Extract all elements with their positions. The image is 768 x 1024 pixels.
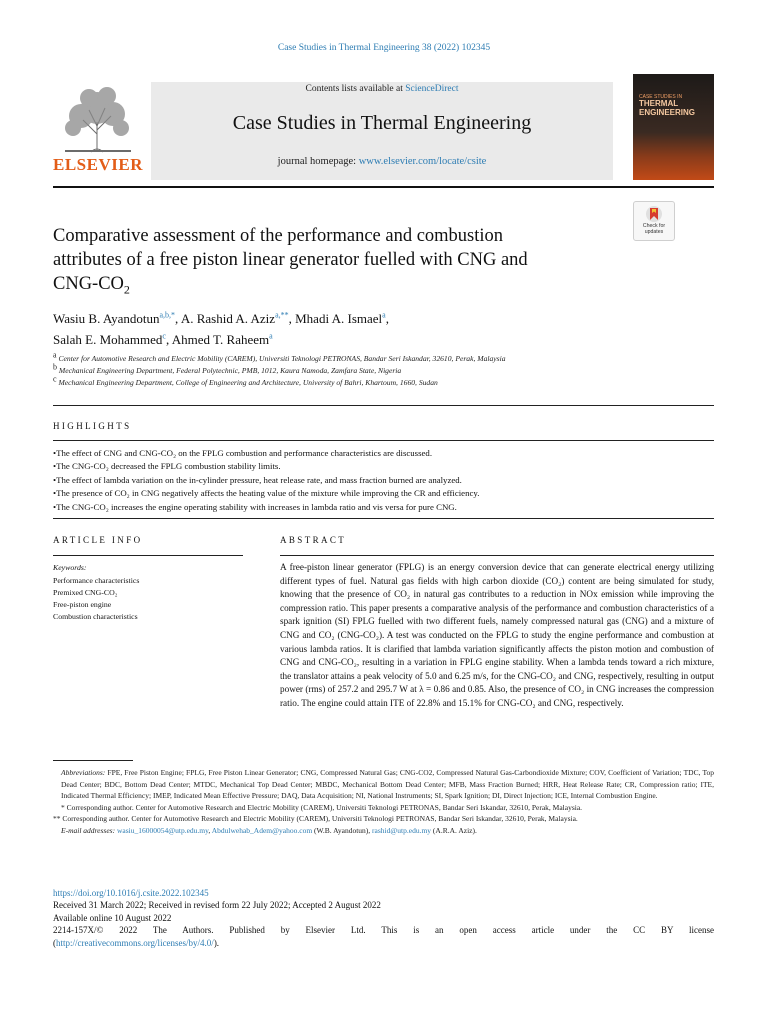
highlight-item: • The effect of CNG and CNG-CO₂ on the FPLG combustion and performance characteristics are discussed. [53, 447, 714, 460]
header-rule [53, 186, 714, 188]
journal-masthead [151, 82, 613, 180]
homepage-line [151, 156, 613, 167]
contents-prefix: Contents lists available at [305, 84, 403, 94]
license-tail: ). [213, 937, 220, 948]
author-marks[interactable]: a [382, 310, 386, 320]
check-for-updates-button[interactable] [633, 201, 675, 241]
keyword-item: Combustion characteristics [53, 612, 138, 621]
publication-info [53, 887, 714, 949]
abstract-rule [280, 555, 714, 556]
author-name[interactable]: A. Rashid A. Aziz [180, 311, 276, 326]
abbreviations-text: FPE, Free Piston Engine; FPLG, Free Piston Linear Generator; CNG, Compressed Natural Gas; CNG-CO2, Compressed Natural Gas-Carbondioxide Mixture; COV, Coefficient of Variation; TDC, Top Dead Center; BDC, Bottom Dead Center; MTDC, Mechanical Top Dead Center; MBDC, Mechanical Bottom Dead Center; MFB, Mass Fraction Burned; HRR, Heat Release Rate; CR, Compression ratio; ITE, Indicated Thermal Efficiency; IMEP, Indicated Mean Effective Pressure; DAQ, Data Acquisition; NI, National Instruments; SI, Spark Ignition; DI, Direct Injection; ICE, Internal Combustion Engine. [61, 768, 715, 800]
sciencedirect-link[interactable]: ScienceDirect [405, 84, 459, 94]
highlight-item: • The CNG-CO₂ decreased the FPLG combustion stability limits. [53, 460, 714, 473]
affiliation-text: Mechanical Engineering Department, Federal Polytechnic, PMB, 1012, Kaura Namoda, Zamfara State, Nigeria [58, 366, 402, 376]
author-name[interactable]: Mhadi A. Ismael [295, 311, 383, 326]
abbreviations-footnote [53, 767, 714, 802]
author-separator: , [165, 332, 172, 347]
author-marks[interactable]: a [269, 331, 273, 341]
author-marks[interactable]: a,b,* [159, 310, 176, 320]
highlights-list [53, 447, 714, 514]
keywords-label: Keywords: [53, 563, 87, 572]
keywords-list [53, 575, 253, 623]
author-separator: , [288, 311, 296, 326]
highlights-rule [53, 440, 714, 441]
title-line-3-main: CNG-CO [53, 274, 124, 294]
affiliation-mark: b [53, 362, 57, 372]
homepage-prefix: journal homepage: [277, 156, 357, 167]
article-info-heading: ARTICLE INFO [53, 535, 143, 545]
running-head[interactable]: Case Studies in Thermal Engineering 38 (2022) 102345 [277, 43, 491, 53]
author-list [53, 308, 653, 350]
affiliation-text: Mechanical Engineering Department, College of Engineering and Architecture, University of Bahri, Khartoum, 1660, Sudan [58, 378, 438, 388]
highlight-item: • The effect of lambda variation on the in-cylinder pressure, heat release rate, and mass fraction burned are analyzed. [53, 474, 714, 487]
email-owner: (A.R.A. Aziz). [431, 825, 477, 835]
affiliation-text: Center for Automotive Research and Electric Mobility (CAREM), Universiti Teknologi PETRONAS, Bandar Seri Iskandar, 32610, Perak, Malaysia [58, 354, 506, 363]
article-info-rule [53, 555, 243, 556]
affiliation-mark: a [53, 350, 57, 360]
author-marks[interactable]: a,** [275, 310, 289, 320]
highlight-item: • The presence of CO₂ in CNG negatively affects the heating value of the mixture while improving the CR and efficiency. [53, 487, 714, 500]
footnote-rule [53, 760, 133, 761]
cover-subtitle: CASE STUDIES IN [639, 94, 683, 100]
highlight-item: • The CNG-CO₂ increases the engine operating stability with increases in lambda ratio and vis versa for pure CNG. [53, 501, 714, 514]
email-label: E-mail addresses: [61, 825, 116, 835]
abstract-text: A free-piston linear generator (FPLG) is an energy conversion device that can generate electrical energy utilizing different types of fuel. Natural gas fields with high carbon dioxide (CO₂) content are being simulated for study, knowing that the presence of CO₂ in natural gas contributes to a reduction in NOx emission while improving the compression ratio. This paper presents a comparative analysis of the performance and combustion characteristics of a spark ignition (SI) FPLG fuelled with two different fuels, namely compressed natural gas (CNG) and a mixture of CNG and CO₂ (CNG-CO₂). A test was conducted on the FPLG to study the engine performance and combustion at various lambda ratios. It is clarified that lambda variation significantly affects the piston motion and combustion of CNG and CNG-CO₂, resulting in a variation in FPLG engine stability. When a lambda tends toward a rich mixture, the translator attains a peak velocity of 5.0 and 6.25 m/s, for the CNG-CO₂ and CNG, respectively, resulting in output power (rms) of 257.2 and 295.7 W at λ = 0.86 and 0.85. Also, the presence of CO₂ in CNG increases the compression ratio. The engine could attain ITE of 22.8% and 15.1% for CNG-CO₂ and CNG, respectively. [280, 562, 714, 708]
license-link[interactable]: http://creativecommons.org/licenses/by/4.0/ [56, 937, 214, 948]
email-link[interactable]: Abdulwehab_Adem@yahoo.com [211, 825, 313, 835]
bookmark-icon [645, 205, 663, 223]
affiliation [53, 374, 673, 389]
author-name[interactable]: Ahmed T. Raheem [171, 332, 270, 347]
keyword-item: Performance characteristics [53, 576, 140, 585]
abbreviations-label: Abbreviations: [61, 768, 106, 777]
author-line-1 [53, 308, 653, 329]
article-title [53, 224, 623, 302]
contents-line [151, 84, 613, 94]
affiliation [53, 350, 673, 365]
author-name[interactable]: Salah E. Mohammed [53, 332, 163, 347]
email-footnote: E-mail addresses: wasiu_16000054@utp.edu.my, Abdulwehab_Adem@yahoo.com (W.B. Ayandotun), rashid@utp.edu.my (A.R.A. Aziz). [61, 825, 477, 835]
affiliation-mark: c [53, 374, 57, 384]
highlights-end-rule [53, 518, 714, 519]
footnotes [53, 767, 714, 836]
doi-link[interactable]: https://doi.org/10.1016/j.csite.2022.102345 [53, 888, 209, 898]
title-line-3 [53, 272, 623, 302]
title-line-2: attributes of a free piston linear generator fuelled with CNG and [53, 250, 528, 270]
available-online: Available online 10 August 2022 [53, 912, 172, 923]
abstract-heading: ABSTRACT [280, 535, 347, 545]
corresponding-author-note-2: ** Corresponding author. Center for Automotive Research and Electric Mobility (CAREM), Universiti Teknologi PETRONAS, Bandar Seri Iskandar, 32610, Perak, Malaysia. [53, 814, 578, 823]
journal-homepage-link[interactable]: www.elsevier.com/locate/csite [358, 156, 487, 167]
highlights-heading: HIGHLIGHTS [53, 421, 132, 431]
section-rule [53, 405, 714, 406]
author-separator: , [175, 311, 181, 326]
affiliation [53, 362, 673, 377]
check-for-updates-label: Check for updates [642, 223, 666, 235]
author-separator: , [385, 311, 389, 326]
journal-cover-image[interactable] [633, 74, 714, 180]
title-subscript: 2 [123, 282, 130, 297]
received-dates: Received 31 March 2022; Received in revised form 22 July 2022; Accepted 2 August 2022 [53, 900, 381, 911]
author-marks[interactable]: c [162, 331, 166, 341]
author-name[interactable]: Wasiu B. Ayandotun [53, 311, 160, 326]
license-statement: 2214-157X/© 2022 The Authors. Published by Elsevier Ltd. This is an open access article under the CC BY license [53, 925, 714, 936]
keyword-item: Free-piston engine [53, 600, 112, 609]
email-link[interactable]: rashid@utp.edu.my [372, 825, 432, 835]
affiliations [53, 350, 673, 390]
corresponding-author-note: * Corresponding author. Center for Automotive Research and Electric Mobility (CAREM), Universiti Teknologi PETRONAS, Bandar Seri Iskandar, 32610, Perak, Malaysia. [61, 802, 583, 812]
publisher-wordmark: ELSEVIER [53, 155, 143, 174]
license-url-line: (http://creativecommons.org/licenses/by/4.0/). [53, 937, 220, 948]
journal-name: Case Studies in Thermal Engineering [232, 112, 532, 134]
title-line-1: Comparative assessment of the performance and combustion [53, 226, 504, 246]
cover-title: THERMAL ENGINEERING [639, 99, 696, 117]
keyword-item: Premixed CNG-CO₂ [53, 588, 118, 597]
author-line-2 [53, 329, 653, 350]
email-link[interactable]: wasiu_16000054@utp.edu.my [116, 825, 209, 835]
email-owner: (W.B. Ayandotun), [312, 825, 373, 835]
